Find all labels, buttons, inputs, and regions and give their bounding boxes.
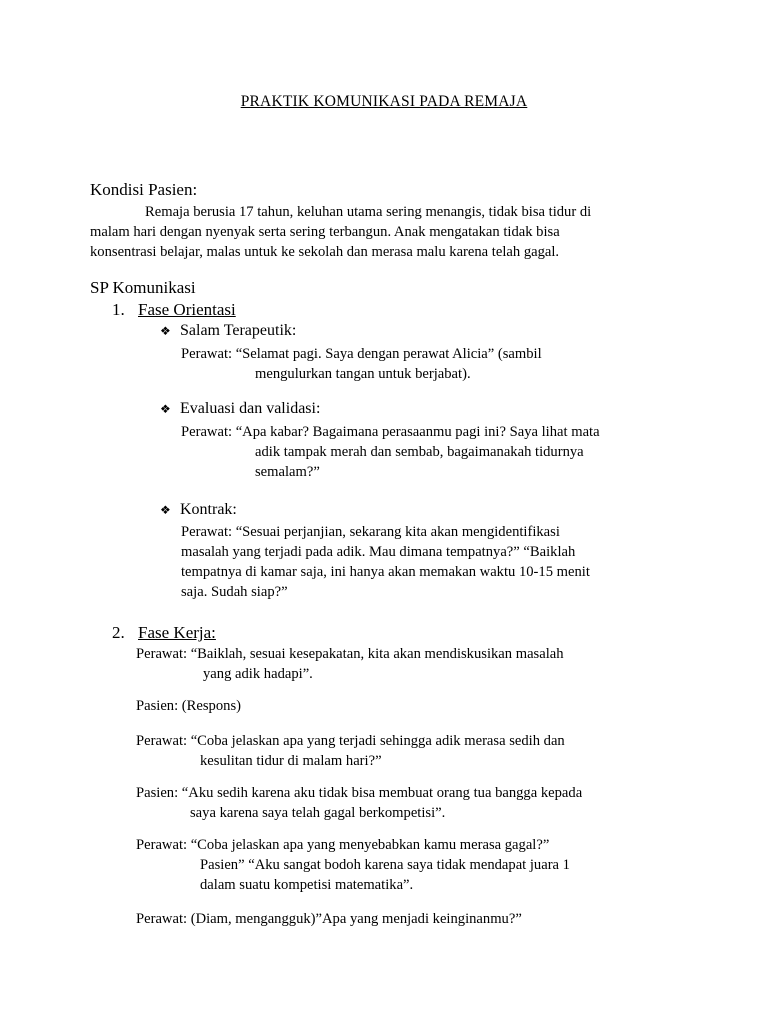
dialog-line: Perawat: (Diam, mengangguk)”Apa yang menjadi keinginanmu?” <box>136 911 522 927</box>
dialog-entry <box>136 644 564 684</box>
dialog-entry <box>136 909 522 929</box>
dialog-line: yang adik hadapi”. <box>203 666 313 682</box>
dialog-entry <box>136 731 565 771</box>
bullet-label: Evaluasi dan validasi: <box>180 400 321 417</box>
kondisi-line: konsentrasi belajar, malas untuk ke sekolah dan merasa malu karena telah gagal. <box>90 244 560 260</box>
kontrak-text <box>181 522 590 602</box>
dialog-entry <box>136 783 582 823</box>
dialog-line: masalah yang terjadi pada adik. Mau dimana tempatnya?” “Baiklah <box>181 544 576 560</box>
fase-orientasi-heading <box>112 300 236 320</box>
dialog-entry <box>136 696 241 716</box>
kondisi-paragraph <box>90 202 690 262</box>
dialog-line: kesulitan tidur di malam hari?” <box>200 753 382 769</box>
dialog-line: Perawat: “Coba jelaskan apa yang terjadi sehingga adik merasa sedih dan <box>136 733 565 749</box>
dialog-line: saya karena saya telah gagal berkompetisi”. <box>190 805 446 821</box>
dialog-line: semalam?” <box>255 464 320 480</box>
kondisi-line: malam hari dengan nyenyak serta sering terbangun. Anak mengatakan tidak bisa <box>90 224 560 240</box>
salam-text <box>181 344 542 384</box>
page-title: PRAKTIK KOMUNIKASI PADA REMAJA <box>240 93 528 110</box>
dialog-line: dalam suatu kompetisi matematika”. <box>200 877 414 893</box>
dialog-line: Perawat: “Coba jelaskan apa yang menyebabkan kamu merasa gagal?” <box>136 837 550 853</box>
section-number: 2. <box>112 623 125 642</box>
dialog-entry <box>136 835 570 895</box>
bullet-evaluasi <box>160 400 320 418</box>
dialog-line: Perawat: “Apa kabar? Bagaimana perasaanmu pagi ini? Saya lihat mata <box>181 424 600 440</box>
dialog-line: Perawat: “Selamat pagi. Saya dengan perawat Alicia” (sambil <box>181 346 542 362</box>
sp-heading: SP Komunikasi <box>90 278 196 297</box>
fase-kerja-heading <box>112 623 216 643</box>
section-label: Fase Kerja: <box>138 623 216 642</box>
kondisi-line: Remaja berusia 17 tahun, keluhan utama sering menangis, tidak bisa tidur di <box>145 204 592 220</box>
dialog-line: Perawat: “Sesuai perjanjian, sekarang kita akan mengidentifikasi <box>181 524 560 540</box>
bullet-label: Salam Terapeutik: <box>180 322 297 339</box>
dialog-line: Pasien: (Respons) <box>136 698 241 714</box>
diamond-bullet-icon: ❖ <box>160 402 171 416</box>
diamond-bullet-icon: ❖ <box>160 324 171 338</box>
bullet-kontrak <box>160 501 237 519</box>
bullet-label: Kontrak: <box>180 501 237 518</box>
bullet-salam <box>160 322 296 340</box>
kondisi-heading: Kondisi Pasien: <box>90 180 198 199</box>
dialog-line: saja. Sudah siap?” <box>181 584 288 600</box>
dialog-line: adik tampak merah dan sembab, bagaimanakah tidurnya <box>255 444 584 460</box>
dialog-line: Pasien” “Aku sangat bodoh karena saya tidak mendapat juara 1 <box>200 857 570 873</box>
section-number: 1. <box>112 300 125 319</box>
dialog-line: tempatnya di kamar saja, ini hanya akan memakan waktu 10-15 menit <box>181 564 590 580</box>
dialog-line: mengulurkan tangan untuk berjabat). <box>255 366 471 382</box>
section-label: Fase Orientasi <box>138 300 236 319</box>
evaluasi-text <box>181 422 600 482</box>
dialog-line: Pasien: “Aku sedih karena aku tidak bisa membuat orang tua bangga kepada <box>136 785 583 801</box>
dialog-line: Perawat: “Baiklah, sesuai kesepakatan, kita akan mendiskusikan masalah <box>136 646 564 662</box>
diamond-bullet-icon: ❖ <box>160 503 171 517</box>
